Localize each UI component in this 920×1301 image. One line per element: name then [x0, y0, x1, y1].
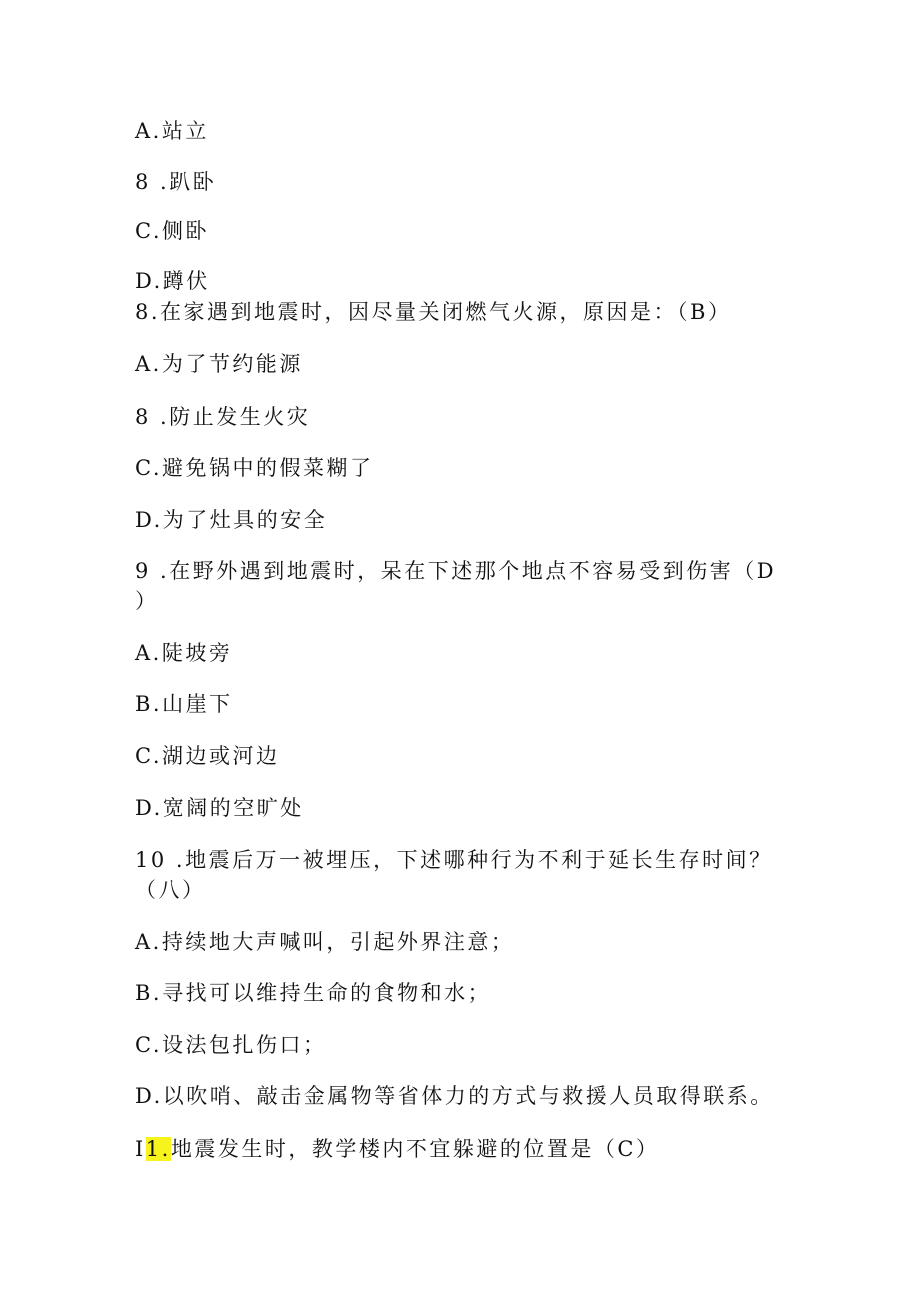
option-c-line: C.避免锅中的假菜糊了 [135, 456, 374, 480]
question-8-line: 8.在家遇到地震时，因尽量关闭燃气火源，原因是：（B） [135, 300, 732, 324]
option-a-line: A.陡坡旁 [135, 641, 233, 665]
question-9-line: 9 .在野外遇到地震时，呆在下述那个地点不容易受到伤害（D [135, 559, 777, 583]
question-11-line [135, 1136, 659, 1162]
option-b-line: 8 .防止发生火灾 [135, 405, 311, 429]
option-b-line: B.寻找可以维持生命的食物和水； [135, 981, 492, 1005]
option-d-line: D.为了灶具的安全 [135, 508, 328, 532]
question-10-continuation: （八） [135, 878, 206, 902]
option-a-line: A.站立 [135, 119, 209, 143]
question-11-text: 地震发生时，教学楼内不宜躲避的位置是（C） [170, 1137, 660, 1161]
question-number-prefix: I [135, 1137, 146, 1161]
option-d-line: D.蹲伏 [135, 269, 210, 293]
option-c-line: C.设法包扎伤口； [135, 1033, 327, 1057]
option-b-line: B.山崖下 [135, 692, 233, 716]
option-d-line: D.以吹哨、敲击金属物等省体力的方式与救援人员取得联系。 [135, 1084, 774, 1108]
option-a-line: A.持续地大声喊叫，引起外界注意； [135, 930, 515, 954]
highlighted-number: 1. [145, 1137, 171, 1161]
option-b-line: 8 .趴卧 [135, 170, 217, 194]
option-c-line: C.侧卧 [135, 219, 209, 243]
option-c-line: C.湖边或河边 [135, 744, 280, 768]
question-10-line: 10 .地震后万一被埋压，下述哪种行为不利于延长生存时间？ [135, 848, 773, 872]
question-9-continuation: ） [135, 589, 159, 613]
option-a-line: A.为了节约能源 [135, 352, 303, 376]
option-d-line: D.宽阔的空旷处 [135, 796, 304, 820]
